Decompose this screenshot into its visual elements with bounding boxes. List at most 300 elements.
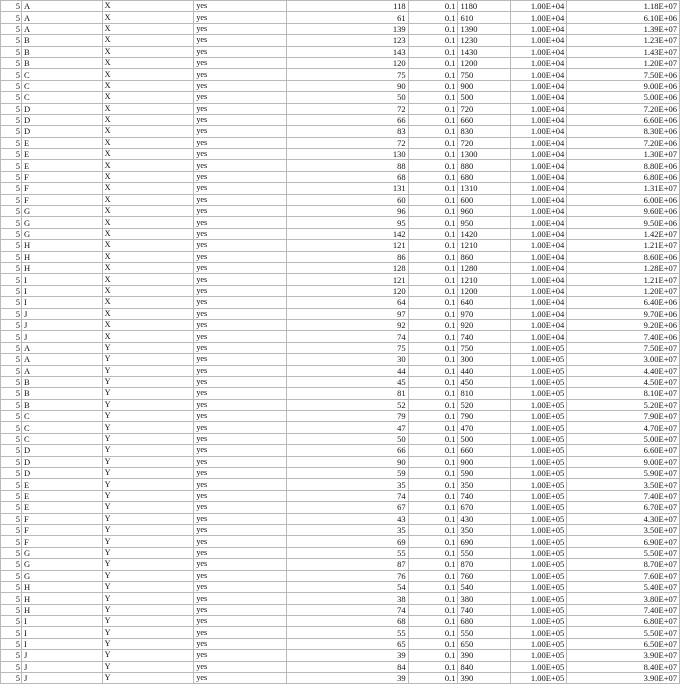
cell-factor[interactable]: 1.00E+05 [511, 616, 567, 627]
cell-number[interactable]: 5 [1, 92, 22, 103]
cell-number[interactable]: 5 [1, 137, 22, 148]
cell-product[interactable]: 690 [458, 536, 511, 547]
cell-count[interactable]: 95 [287, 217, 409, 228]
cell-rate[interactable]: 0.1 [408, 524, 458, 535]
cell-product[interactable]: 1230 [458, 35, 511, 46]
cell-rate[interactable]: 0.1 [408, 536, 458, 547]
cell-number[interactable]: 5 [1, 308, 22, 319]
cell-group[interactable]: X [102, 194, 194, 205]
cell-count[interactable]: 68 [287, 616, 409, 627]
cell-total[interactable]: 5.00E+06 [567, 92, 680, 103]
cell-product[interactable]: 470 [458, 422, 511, 433]
cell-group[interactable]: X [102, 46, 194, 57]
cell-total[interactable]: 7.50E+06 [567, 69, 680, 80]
cell-product[interactable]: 1210 [458, 240, 511, 251]
cell-number[interactable]: 5 [1, 342, 22, 353]
cell-rate[interactable]: 0.1 [408, 331, 458, 342]
cell-factor[interactable]: 1.00E+05 [511, 490, 567, 501]
cell-count[interactable]: 97 [287, 308, 409, 319]
cell-group[interactable]: X [102, 183, 194, 194]
cell-number[interactable]: 5 [1, 183, 22, 194]
cell-flag[interactable]: yes [194, 581, 287, 592]
cell-factor[interactable]: 1.00E+04 [511, 319, 567, 330]
cell-product[interactable]: 550 [458, 627, 511, 638]
cell-flag[interactable]: yes [194, 456, 287, 467]
cell-count[interactable]: 54 [287, 581, 409, 592]
cell-rate[interactable]: 0.1 [408, 342, 458, 353]
cell-group[interactable]: Y [102, 490, 194, 501]
cell-count[interactable]: 79 [287, 411, 409, 422]
cell-group[interactable]: X [102, 251, 194, 262]
cell-letter[interactable]: D [21, 103, 102, 114]
cell-count[interactable]: 69 [287, 536, 409, 547]
cell-product[interactable]: 600 [458, 194, 511, 205]
cell-total[interactable]: 6.60E+06 [567, 114, 680, 125]
cell-flag[interactable]: yes [194, 650, 287, 661]
cell-flag[interactable]: yes [194, 92, 287, 103]
cell-total[interactable]: 7.20E+06 [567, 137, 680, 148]
cell-count[interactable]: 35 [287, 524, 409, 535]
cell-total[interactable]: 5.40E+07 [567, 581, 680, 592]
cell-count[interactable]: 74 [287, 604, 409, 615]
cell-factor[interactable]: 1.00E+04 [511, 57, 567, 68]
cell-rate[interactable]: 0.1 [408, 513, 458, 524]
cell-count[interactable]: 87 [287, 559, 409, 570]
cell-group[interactable]: Y [102, 513, 194, 524]
cell-letter[interactable]: I [21, 274, 102, 285]
cell-factor[interactable]: 1.00E+04 [511, 1, 567, 12]
cell-factor[interactable]: 1.00E+04 [511, 149, 567, 160]
cell-number[interactable]: 5 [1, 547, 22, 558]
cell-rate[interactable]: 0.1 [408, 422, 458, 433]
cell-factor[interactable]: 1.00E+05 [511, 388, 567, 399]
cell-flag[interactable]: yes [194, 661, 287, 672]
cell-rate[interactable]: 0.1 [408, 593, 458, 604]
cell-product[interactable]: 1300 [458, 149, 511, 160]
cell-number[interactable]: 5 [1, 160, 22, 171]
cell-rate[interactable]: 0.1 [408, 581, 458, 592]
cell-rate[interactable]: 0.1 [408, 502, 458, 513]
cell-product[interactable]: 720 [458, 103, 511, 114]
cell-product[interactable]: 640 [458, 297, 511, 308]
cell-group[interactable]: Y [102, 547, 194, 558]
cell-product[interactable]: 970 [458, 308, 511, 319]
cell-total[interactable]: 6.10E+06 [567, 12, 680, 23]
cell-count[interactable]: 121 [287, 240, 409, 251]
cell-count[interactable]: 83 [287, 126, 409, 137]
cell-count[interactable]: 60 [287, 194, 409, 205]
cell-count[interactable]: 38 [287, 593, 409, 604]
cell-product[interactable]: 500 [458, 433, 511, 444]
cell-flag[interactable]: yes [194, 354, 287, 365]
cell-rate[interactable]: 0.1 [408, 490, 458, 501]
cell-flag[interactable]: yes [194, 194, 287, 205]
cell-rate[interactable]: 0.1 [408, 627, 458, 638]
cell-letter[interactable]: A [21, 23, 102, 34]
cell-factor[interactable]: 1.00E+04 [511, 240, 567, 251]
cell-group[interactable]: Y [102, 468, 194, 479]
cell-total[interactable]: 1.30E+07 [567, 149, 680, 160]
cell-factor[interactable]: 1.00E+04 [511, 92, 567, 103]
cell-letter[interactable]: G [21, 217, 102, 228]
cell-total[interactable]: 1.21E+07 [567, 274, 680, 285]
cell-flag[interactable]: yes [194, 570, 287, 581]
cell-letter[interactable]: E [21, 137, 102, 148]
cell-factor[interactable]: 1.00E+05 [511, 479, 567, 490]
cell-factor[interactable]: 1.00E+05 [511, 354, 567, 365]
cell-number[interactable]: 5 [1, 1, 22, 12]
cell-factor[interactable]: 1.00E+04 [511, 126, 567, 137]
cell-number[interactable]: 5 [1, 103, 22, 114]
cell-rate[interactable]: 0.1 [408, 57, 458, 68]
cell-group[interactable]: Y [102, 581, 194, 592]
cell-group[interactable]: Y [102, 479, 194, 490]
cell-rate[interactable]: 0.1 [408, 616, 458, 627]
cell-rate[interactable]: 0.1 [408, 319, 458, 330]
cell-rate[interactable]: 0.1 [408, 12, 458, 23]
cell-rate[interactable]: 0.1 [408, 650, 458, 661]
cell-letter[interactable]: J [21, 661, 102, 672]
cell-letter[interactable]: J [21, 331, 102, 342]
cell-count[interactable]: 118 [287, 1, 409, 12]
cell-rate[interactable]: 0.1 [408, 456, 458, 467]
cell-flag[interactable]: yes [194, 331, 287, 342]
cell-flag[interactable]: yes [194, 103, 287, 114]
cell-number[interactable]: 5 [1, 57, 22, 68]
cell-product[interactable]: 1180 [458, 1, 511, 12]
cell-letter[interactable]: H [21, 240, 102, 251]
cell-count[interactable]: 88 [287, 160, 409, 171]
cell-flag[interactable]: yes [194, 46, 287, 57]
cell-count[interactable]: 64 [287, 297, 409, 308]
cell-factor[interactable]: 1.00E+05 [511, 581, 567, 592]
cell-letter[interactable]: F [21, 194, 102, 205]
cell-rate[interactable]: 0.1 [408, 69, 458, 80]
cell-letter[interactable]: C [21, 422, 102, 433]
cell-letter[interactable]: C [21, 433, 102, 444]
cell-total[interactable]: 3.00E+07 [567, 354, 680, 365]
cell-group[interactable]: X [102, 171, 194, 182]
cell-number[interactable]: 5 [1, 616, 22, 627]
cell-letter[interactable]: E [21, 490, 102, 501]
cell-letter[interactable]: G [21, 228, 102, 239]
cell-group[interactable]: Y [102, 456, 194, 467]
cell-rate[interactable]: 0.1 [408, 1, 458, 12]
cell-rate[interactable]: 0.1 [408, 547, 458, 558]
cell-group[interactable]: X [102, 274, 194, 285]
cell-group[interactable]: Y [102, 593, 194, 604]
cell-count[interactable]: 72 [287, 137, 409, 148]
cell-rate[interactable]: 0.1 [408, 183, 458, 194]
cell-total[interactable]: 1.39E+07 [567, 23, 680, 34]
cell-rate[interactable]: 0.1 [408, 251, 458, 262]
cell-total[interactable]: 1.20E+07 [567, 57, 680, 68]
cell-total[interactable]: 1.28E+07 [567, 262, 680, 273]
cell-product[interactable]: 860 [458, 251, 511, 262]
cell-flag[interactable]: yes [194, 433, 287, 444]
cell-rate[interactable]: 0.1 [408, 149, 458, 160]
cell-count[interactable]: 120 [287, 57, 409, 68]
cell-number[interactable]: 5 [1, 69, 22, 80]
cell-count[interactable]: 67 [287, 502, 409, 513]
cell-total[interactable]: 7.90E+07 [567, 411, 680, 422]
cell-letter[interactable]: C [21, 69, 102, 80]
cell-flag[interactable]: yes [194, 673, 287, 684]
cell-flag[interactable]: yes [194, 479, 287, 490]
cell-product[interactable]: 610 [458, 12, 511, 23]
cell-letter[interactable]: E [21, 479, 102, 490]
cell-letter[interactable]: H [21, 262, 102, 273]
cell-rate[interactable]: 0.1 [408, 399, 458, 410]
cell-count[interactable]: 74 [287, 331, 409, 342]
cell-factor[interactable]: 1.00E+05 [511, 433, 567, 444]
cell-flag[interactable]: yes [194, 297, 287, 308]
cell-group[interactable]: X [102, 297, 194, 308]
cell-number[interactable]: 5 [1, 80, 22, 91]
cell-letter[interactable]: J [21, 308, 102, 319]
cell-count[interactable]: 68 [287, 171, 409, 182]
cell-product[interactable]: 840 [458, 661, 511, 672]
cell-product[interactable]: 1310 [458, 183, 511, 194]
cell-product[interactable]: 740 [458, 331, 511, 342]
cell-count[interactable]: 123 [287, 35, 409, 46]
cell-product[interactable]: 390 [458, 673, 511, 684]
cell-flag[interactable]: yes [194, 171, 287, 182]
cell-count[interactable]: 96 [287, 206, 409, 217]
cell-count[interactable]: 35 [287, 479, 409, 490]
cell-factor[interactable]: 1.00E+05 [511, 456, 567, 467]
cell-group[interactable]: X [102, 228, 194, 239]
cell-number[interactable]: 5 [1, 23, 22, 34]
cell-number[interactable]: 5 [1, 604, 22, 615]
cell-total[interactable]: 3.50E+07 [567, 524, 680, 535]
cell-rate[interactable]: 0.1 [408, 35, 458, 46]
cell-total[interactable]: 8.40E+07 [567, 661, 680, 672]
cell-group[interactable]: X [102, 319, 194, 330]
cell-product[interactable]: 380 [458, 593, 511, 604]
cell-number[interactable]: 5 [1, 490, 22, 501]
cell-rate[interactable]: 0.1 [408, 228, 458, 239]
cell-factor[interactable]: 1.00E+05 [511, 399, 567, 410]
cell-rate[interactable]: 0.1 [408, 103, 458, 114]
cell-product[interactable]: 750 [458, 69, 511, 80]
cell-factor[interactable]: 1.00E+04 [511, 217, 567, 228]
cell-total[interactable]: 3.90E+07 [567, 673, 680, 684]
cell-number[interactable]: 5 [1, 114, 22, 125]
cell-number[interactable]: 5 [1, 513, 22, 524]
cell-product[interactable]: 660 [458, 114, 511, 125]
cell-total[interactable]: 7.60E+07 [567, 570, 680, 581]
cell-number[interactable]: 5 [1, 274, 22, 285]
cell-rate[interactable]: 0.1 [408, 262, 458, 273]
cell-letter[interactable]: F [21, 524, 102, 535]
cell-flag[interactable]: yes [194, 12, 287, 23]
cell-group[interactable]: X [102, 217, 194, 228]
cell-factor[interactable]: 1.00E+05 [511, 513, 567, 524]
cell-number[interactable]: 5 [1, 240, 22, 251]
cell-count[interactable]: 90 [287, 80, 409, 91]
cell-flag[interactable]: yes [194, 559, 287, 570]
cell-group[interactable]: Y [102, 673, 194, 684]
cell-rate[interactable]: 0.1 [408, 468, 458, 479]
cell-rate[interactable]: 0.1 [408, 376, 458, 387]
cell-count[interactable]: 61 [287, 12, 409, 23]
cell-count[interactable]: 130 [287, 149, 409, 160]
cell-factor[interactable]: 1.00E+05 [511, 604, 567, 615]
cell-product[interactable]: 1210 [458, 274, 511, 285]
cell-rate[interactable]: 0.1 [408, 285, 458, 296]
cell-number[interactable]: 5 [1, 524, 22, 535]
cell-product[interactable]: 870 [458, 559, 511, 570]
cell-total[interactable]: 1.42E+07 [567, 228, 680, 239]
cell-letter[interactable]: F [21, 536, 102, 547]
cell-count[interactable]: 52 [287, 399, 409, 410]
cell-count[interactable]: 143 [287, 46, 409, 57]
cell-flag[interactable]: yes [194, 251, 287, 262]
cell-letter[interactable]: E [21, 160, 102, 171]
cell-total[interactable]: 6.80E+07 [567, 616, 680, 627]
cell-total[interactable]: 7.40E+06 [567, 331, 680, 342]
cell-factor[interactable]: 1.00E+04 [511, 12, 567, 23]
cell-letter[interactable]: H [21, 581, 102, 592]
cell-factor[interactable]: 1.00E+05 [511, 445, 567, 456]
cell-total[interactable]: 5.50E+07 [567, 627, 680, 638]
cell-flag[interactable]: yes [194, 604, 287, 615]
cell-number[interactable]: 5 [1, 35, 22, 46]
cell-total[interactable]: 9.20E+06 [567, 319, 680, 330]
cell-group[interactable]: X [102, 126, 194, 137]
cell-total[interactable]: 8.70E+07 [567, 559, 680, 570]
cell-flag[interactable]: yes [194, 490, 287, 501]
cell-number[interactable]: 5 [1, 468, 22, 479]
cell-count[interactable]: 142 [287, 228, 409, 239]
cell-letter[interactable]: A [21, 1, 102, 12]
cell-count[interactable]: 92 [287, 319, 409, 330]
cell-factor[interactable]: 1.00E+05 [511, 422, 567, 433]
cell-number[interactable]: 5 [1, 661, 22, 672]
cell-group[interactable]: X [102, 103, 194, 114]
cell-product[interactable]: 390 [458, 650, 511, 661]
cell-total[interactable]: 5.00E+07 [567, 433, 680, 444]
cell-factor[interactable]: 1.00E+04 [511, 137, 567, 148]
cell-count[interactable]: 74 [287, 490, 409, 501]
cell-rate[interactable]: 0.1 [408, 445, 458, 456]
cell-count[interactable]: 66 [287, 445, 409, 456]
cell-product[interactable]: 1420 [458, 228, 511, 239]
cell-factor[interactable]: 1.00E+04 [511, 35, 567, 46]
cell-product[interactable]: 540 [458, 581, 511, 592]
cell-total[interactable]: 6.70E+07 [567, 502, 680, 513]
cell-total[interactable]: 5.20E+07 [567, 399, 680, 410]
cell-flag[interactable]: yes [194, 35, 287, 46]
cell-count[interactable]: 131 [287, 183, 409, 194]
cell-number[interactable]: 5 [1, 297, 22, 308]
cell-total[interactable]: 6.00E+06 [567, 194, 680, 205]
cell-number[interactable]: 5 [1, 673, 22, 684]
cell-product[interactable]: 450 [458, 376, 511, 387]
cell-letter[interactable]: A [21, 12, 102, 23]
cell-total[interactable]: 7.50E+07 [567, 342, 680, 353]
cell-group[interactable]: X [102, 331, 194, 342]
cell-total[interactable]: 7.40E+07 [567, 490, 680, 501]
cell-rate[interactable]: 0.1 [408, 354, 458, 365]
cell-letter[interactable]: J [21, 319, 102, 330]
cell-flag[interactable]: yes [194, 137, 287, 148]
cell-letter[interactable]: A [21, 354, 102, 365]
cell-letter[interactable]: C [21, 411, 102, 422]
cell-letter[interactable]: F [21, 183, 102, 194]
cell-rate[interactable]: 0.1 [408, 297, 458, 308]
cell-flag[interactable]: yes [194, 593, 287, 604]
cell-letter[interactable]: F [21, 513, 102, 524]
cell-flag[interactable]: yes [194, 183, 287, 194]
cell-letter[interactable]: I [21, 297, 102, 308]
cell-factor[interactable]: 1.00E+04 [511, 285, 567, 296]
cell-flag[interactable]: yes [194, 228, 287, 239]
cell-flag[interactable]: yes [194, 114, 287, 125]
cell-count[interactable]: 55 [287, 547, 409, 558]
cell-number[interactable]: 5 [1, 388, 22, 399]
cell-flag[interactable]: yes [194, 468, 287, 479]
cell-total[interactable]: 4.50E+07 [567, 376, 680, 387]
cell-total[interactable]: 9.00E+07 [567, 456, 680, 467]
cell-group[interactable]: X [102, 160, 194, 171]
cell-factor[interactable]: 1.00E+05 [511, 547, 567, 558]
cell-rate[interactable]: 0.1 [408, 559, 458, 570]
cell-rate[interactable]: 0.1 [408, 92, 458, 103]
cell-flag[interactable]: yes [194, 627, 287, 638]
cell-rate[interactable]: 0.1 [408, 433, 458, 444]
cell-factor[interactable]: 1.00E+04 [511, 160, 567, 171]
cell-number[interactable]: 5 [1, 536, 22, 547]
cell-flag[interactable]: yes [194, 206, 287, 217]
cell-letter[interactable]: E [21, 502, 102, 513]
cell-total[interactable]: 3.80E+07 [567, 593, 680, 604]
cell-product[interactable]: 550 [458, 547, 511, 558]
cell-group[interactable]: Y [102, 524, 194, 535]
cell-factor[interactable]: 1.00E+05 [511, 376, 567, 387]
cell-total[interactable]: 9.50E+06 [567, 217, 680, 228]
cell-group[interactable]: Y [102, 627, 194, 638]
cell-rate[interactable]: 0.1 [408, 661, 458, 672]
cell-letter[interactable]: G [21, 559, 102, 570]
cell-rate[interactable]: 0.1 [408, 171, 458, 182]
cell-number[interactable]: 5 [1, 12, 22, 23]
cell-factor[interactable]: 1.00E+05 [511, 661, 567, 672]
cell-count[interactable]: 45 [287, 376, 409, 387]
cell-count[interactable]: 90 [287, 456, 409, 467]
cell-group[interactable]: X [102, 114, 194, 125]
cell-count[interactable]: 84 [287, 661, 409, 672]
cell-flag[interactable]: yes [194, 411, 287, 422]
cell-product[interactable]: 650 [458, 638, 511, 649]
cell-product[interactable]: 740 [458, 490, 511, 501]
cell-group[interactable]: Y [102, 604, 194, 615]
cell-rate[interactable]: 0.1 [408, 638, 458, 649]
cell-letter[interactable]: B [21, 376, 102, 387]
cell-group[interactable]: Y [102, 661, 194, 672]
cell-product[interactable]: 830 [458, 126, 511, 137]
cell-count[interactable]: 50 [287, 433, 409, 444]
cell-product[interactable]: 430 [458, 513, 511, 524]
cell-letter[interactable]: G [21, 570, 102, 581]
cell-letter[interactable]: I [21, 285, 102, 296]
cell-count[interactable]: 75 [287, 342, 409, 353]
cell-letter[interactable]: J [21, 673, 102, 684]
cell-total[interactable]: 1.31E+07 [567, 183, 680, 194]
cell-rate[interactable]: 0.1 [408, 217, 458, 228]
cell-number[interactable]: 5 [1, 354, 22, 365]
